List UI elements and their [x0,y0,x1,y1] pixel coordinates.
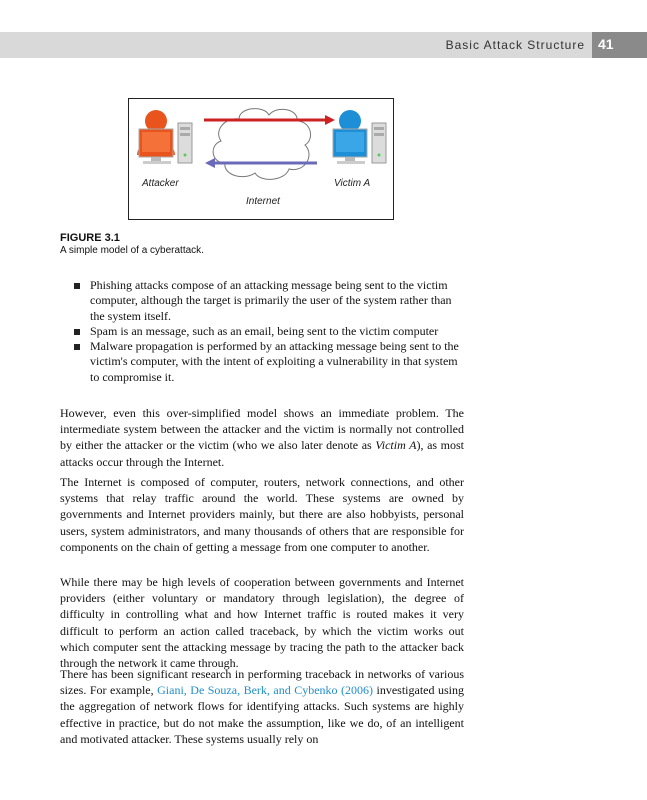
paragraph: However, even this over-simplified model shows an immediate problem. The intermediate system between the attacker and the victim is normally not controlled by either the attacker or the victim (who we also later denote as Victim A), as most attacks occur through the Internet. [60,406,465,469]
paragraph: While there may be high levels of cooperation between governments and Internet providers (either voluntary or mandatory through legislation), the degree of difficulty in controlling what and how Internet traffic is routed makes it very difficult to perform an action called traceback, by which the victim works out which computer sent the attacking message by tracing the path to the attacker back through the network it came through. [60,575,464,671]
page-number: 41 [598,36,614,52]
figure-attack-model [128,98,394,220]
paragraph: The Internet is composed of computer, routers, network connections, and other systems that relay traffic around the world. These systems are owned by governments and Internet providers mainly, but there are also hobbyists, personal users, system administrators, and many thousands of others that are responsible for components on the chain of getting a message from one computer to another. [60,475,464,554]
victim-term: Victim A [375,438,417,453]
bullet-square-icon [74,329,80,335]
list-item: Phishing attacks compose of an attacking message being sent to the victim computer, although the target is primarily the user of the system rather than the system itself. [74,278,466,324]
citation-link[interactable]: Giani, De Souza, Berk, and Cybenko (2006) [157,683,374,698]
attacker-person-icon [137,110,175,164]
internet-label: Internet [246,196,280,207]
attacker-label: Attacker [142,178,179,189]
victim-person-icon [333,110,367,164]
victim-computer-tower-icon [372,123,386,163]
list-item: Spam is an message, such as an email, being sent to the victim computer [74,324,466,339]
bullet-square-icon [74,344,80,350]
running-head: Basic Attack Structure [445,38,585,52]
figure-caption-text: A simple model of a cyberattack. [60,245,204,256]
list-item: Malware propagation is performed by an attacking message being sent to the victim's computer, with the intent of exploiting a vulnerability in that system to compromise it. [74,339,466,385]
attacker-computer-tower-icon [178,123,192,163]
paragraph: There has been significant research in performing traceback in networks of various sizes. For example, Giani, De Souza, Berk, and Cybenko (2006) investigated using the aggregation of network flows for identifying attacks. Such systems are highly effective in practice, but do not make the assumption, like we do, of an intelligent and motivated attacker. These systems usually rely on [60,667,464,746]
bullet-square-icon [74,283,80,289]
victim-label: Victim A [334,178,371,189]
figure-caption-title: FIGURE 3.1 [60,232,120,244]
attack-types-list [74,278,466,385]
